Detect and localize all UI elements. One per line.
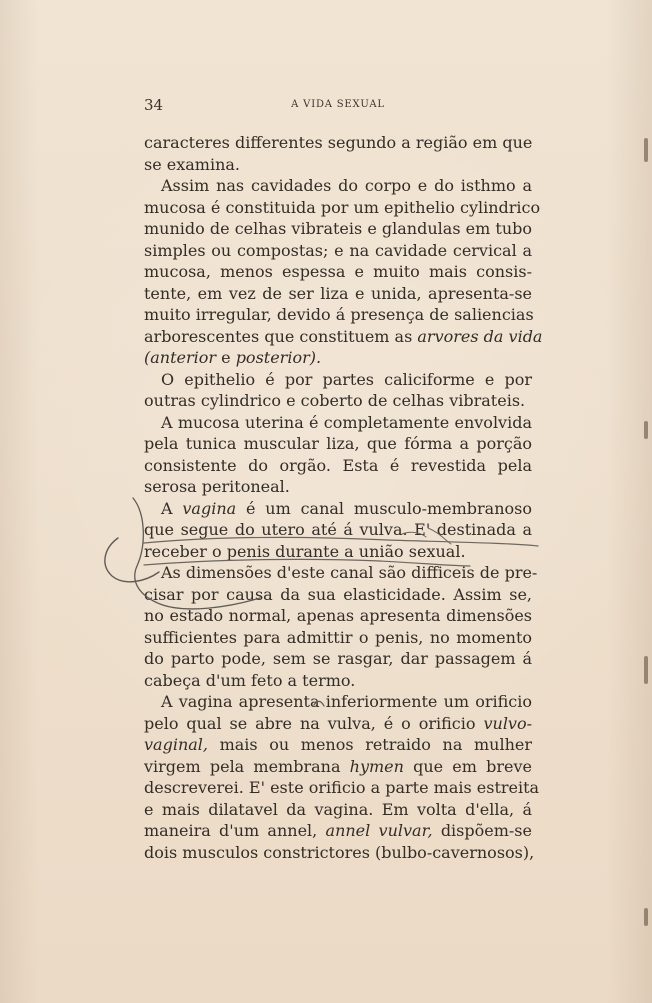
text-line bbox=[144, 842, 535, 864]
right-edge-mark bbox=[644, 421, 648, 439]
text-line bbox=[144, 218, 532, 240]
italic-term: vagina bbox=[182, 498, 237, 518]
text-line bbox=[144, 713, 532, 735]
text-segment: outras cylindrico e coberto de celhas vibrateis. bbox=[144, 391, 526, 410]
text-segment: maneira d'um annel, bbox=[144, 821, 318, 840]
text-line bbox=[144, 369, 532, 391]
text-line bbox=[144, 627, 532, 649]
text-segment: que segue do utero até á vulva. E' destinada a bbox=[144, 520, 532, 539]
text-line bbox=[144, 347, 532, 369]
text-line bbox=[144, 261, 532, 283]
text-segment: sufficientes para admittir o penis, no momento bbox=[144, 627, 532, 647]
text-line bbox=[144, 799, 532, 821]
text-segment: cabeça d'um feto a termo. bbox=[144, 670, 356, 690]
text-line bbox=[144, 240, 532, 262]
text-line bbox=[144, 412, 532, 434]
text-line bbox=[144, 562, 538, 584]
text-segment: consistente do orgão. Esta é revestida pela bbox=[144, 455, 532, 475]
italic-term: vaginal, bbox=[144, 735, 208, 754]
text-segment: tente, em vez de ser liza e unida, apresenta-se bbox=[144, 283, 532, 303]
italic-term: vulvo- bbox=[483, 713, 533, 733]
text-line bbox=[144, 197, 541, 219]
text-segment: que em breve bbox=[413, 756, 532, 776]
text-line bbox=[144, 390, 532, 412]
text-line bbox=[144, 584, 532, 606]
text-line bbox=[144, 498, 532, 520]
right-edge-mark bbox=[644, 138, 648, 162]
right-edge-mark bbox=[644, 656, 648, 684]
text-line bbox=[144, 476, 532, 498]
text-line bbox=[144, 820, 532, 842]
right-edge-mark bbox=[644, 908, 648, 926]
text-segment: é um canal musculo-membranoso bbox=[246, 498, 532, 518]
italic-term: hymen bbox=[349, 756, 404, 776]
text-segment: munido de celhas vibrateis e glandulas em tubo bbox=[144, 219, 532, 238]
text-segment: A bbox=[161, 498, 173, 518]
text-segment: virgem pela membrana bbox=[144, 756, 341, 776]
text-segment: descreverei. E' este orificio a parte mais estreita bbox=[144, 778, 540, 797]
italic-term: posterior). bbox=[235, 348, 322, 367]
page-header bbox=[144, 96, 532, 114]
text-segment: arborescentes que constituem as bbox=[144, 326, 413, 346]
text-segment: e bbox=[221, 348, 231, 367]
text-line bbox=[144, 670, 532, 692]
page-number: 34 bbox=[144, 96, 164, 114]
text-segment: simples ou compostas; e na cavidade cervical a bbox=[144, 240, 532, 260]
text-line bbox=[144, 777, 540, 799]
text-segment: dois musculos constrictores (bulbo-cavernosos), bbox=[144, 842, 535, 862]
text-segment: O epithelio é por partes caliciforme e por bbox=[161, 369, 532, 389]
text-line bbox=[144, 541, 532, 563]
text-segment: serosa peritoneal. bbox=[144, 477, 290, 496]
text-segment: mucosa, menos espessa e muito mais consis- bbox=[144, 262, 532, 281]
text-line bbox=[144, 691, 532, 713]
text-segment: As dimensões d'este canal são difficeis de pre- bbox=[161, 563, 538, 582]
text-segment: pela tunica muscular liza, que fórma a porção bbox=[144, 434, 532, 453]
text-segment: mais ou menos retraido na mulher bbox=[219, 735, 532, 754]
text-segment: no estado normal, apenas apresenta dimensões bbox=[144, 606, 532, 625]
text-segment: Assim nas cavidades do corpo e do isthmo a bbox=[161, 176, 532, 195]
text-line bbox=[144, 326, 543, 348]
body-text bbox=[144, 132, 543, 863]
text-segment: pelo qual se abre na vulva, é o orificio bbox=[144, 713, 476, 733]
text-segment: receber o penis durante a união sexual. bbox=[144, 541, 466, 561]
text-line bbox=[144, 455, 532, 477]
text-line bbox=[144, 154, 532, 176]
text-line bbox=[144, 756, 532, 778]
text-segment: se examina. bbox=[144, 154, 241, 174]
italic-term: annel vulvar, bbox=[325, 821, 433, 840]
text-line bbox=[144, 519, 532, 541]
text-segment: mucosa é constituida por um epithelio cylindrico bbox=[144, 197, 541, 217]
italic-term: (anterior bbox=[144, 348, 217, 367]
text-line bbox=[144, 605, 532, 627]
text-line bbox=[144, 433, 532, 455]
text-segment: do parto pode, sem se rasgar, dar passagem á bbox=[144, 649, 532, 668]
text-segment: cisar por causa da sua elasticidade. Assim se, bbox=[144, 584, 532, 604]
italic-term: arvores da vida bbox=[417, 326, 543, 346]
text-segment: muito irregular, devido á presença de saliencias bbox=[144, 305, 534, 324]
text-segment: e mais dilatavel da vagina. Em volta d'ella, á bbox=[144, 799, 532, 819]
text-segment: A mucosa uterina é completamente envolvida bbox=[161, 412, 532, 432]
text-line bbox=[144, 283, 532, 305]
text-segment: dispõem-se bbox=[440, 821, 532, 840]
text-line bbox=[144, 648, 532, 670]
text-line bbox=[144, 304, 532, 326]
text-segment: A vagina apresenta inferiormente um orificio bbox=[161, 692, 532, 711]
text-line bbox=[144, 734, 532, 756]
text-segment: caracteres differentes segundo a região em que bbox=[144, 133, 533, 152]
text-line bbox=[144, 132, 532, 154]
running-head: A VIDA SEXUAL bbox=[291, 99, 385, 110]
text-line bbox=[144, 175, 532, 197]
